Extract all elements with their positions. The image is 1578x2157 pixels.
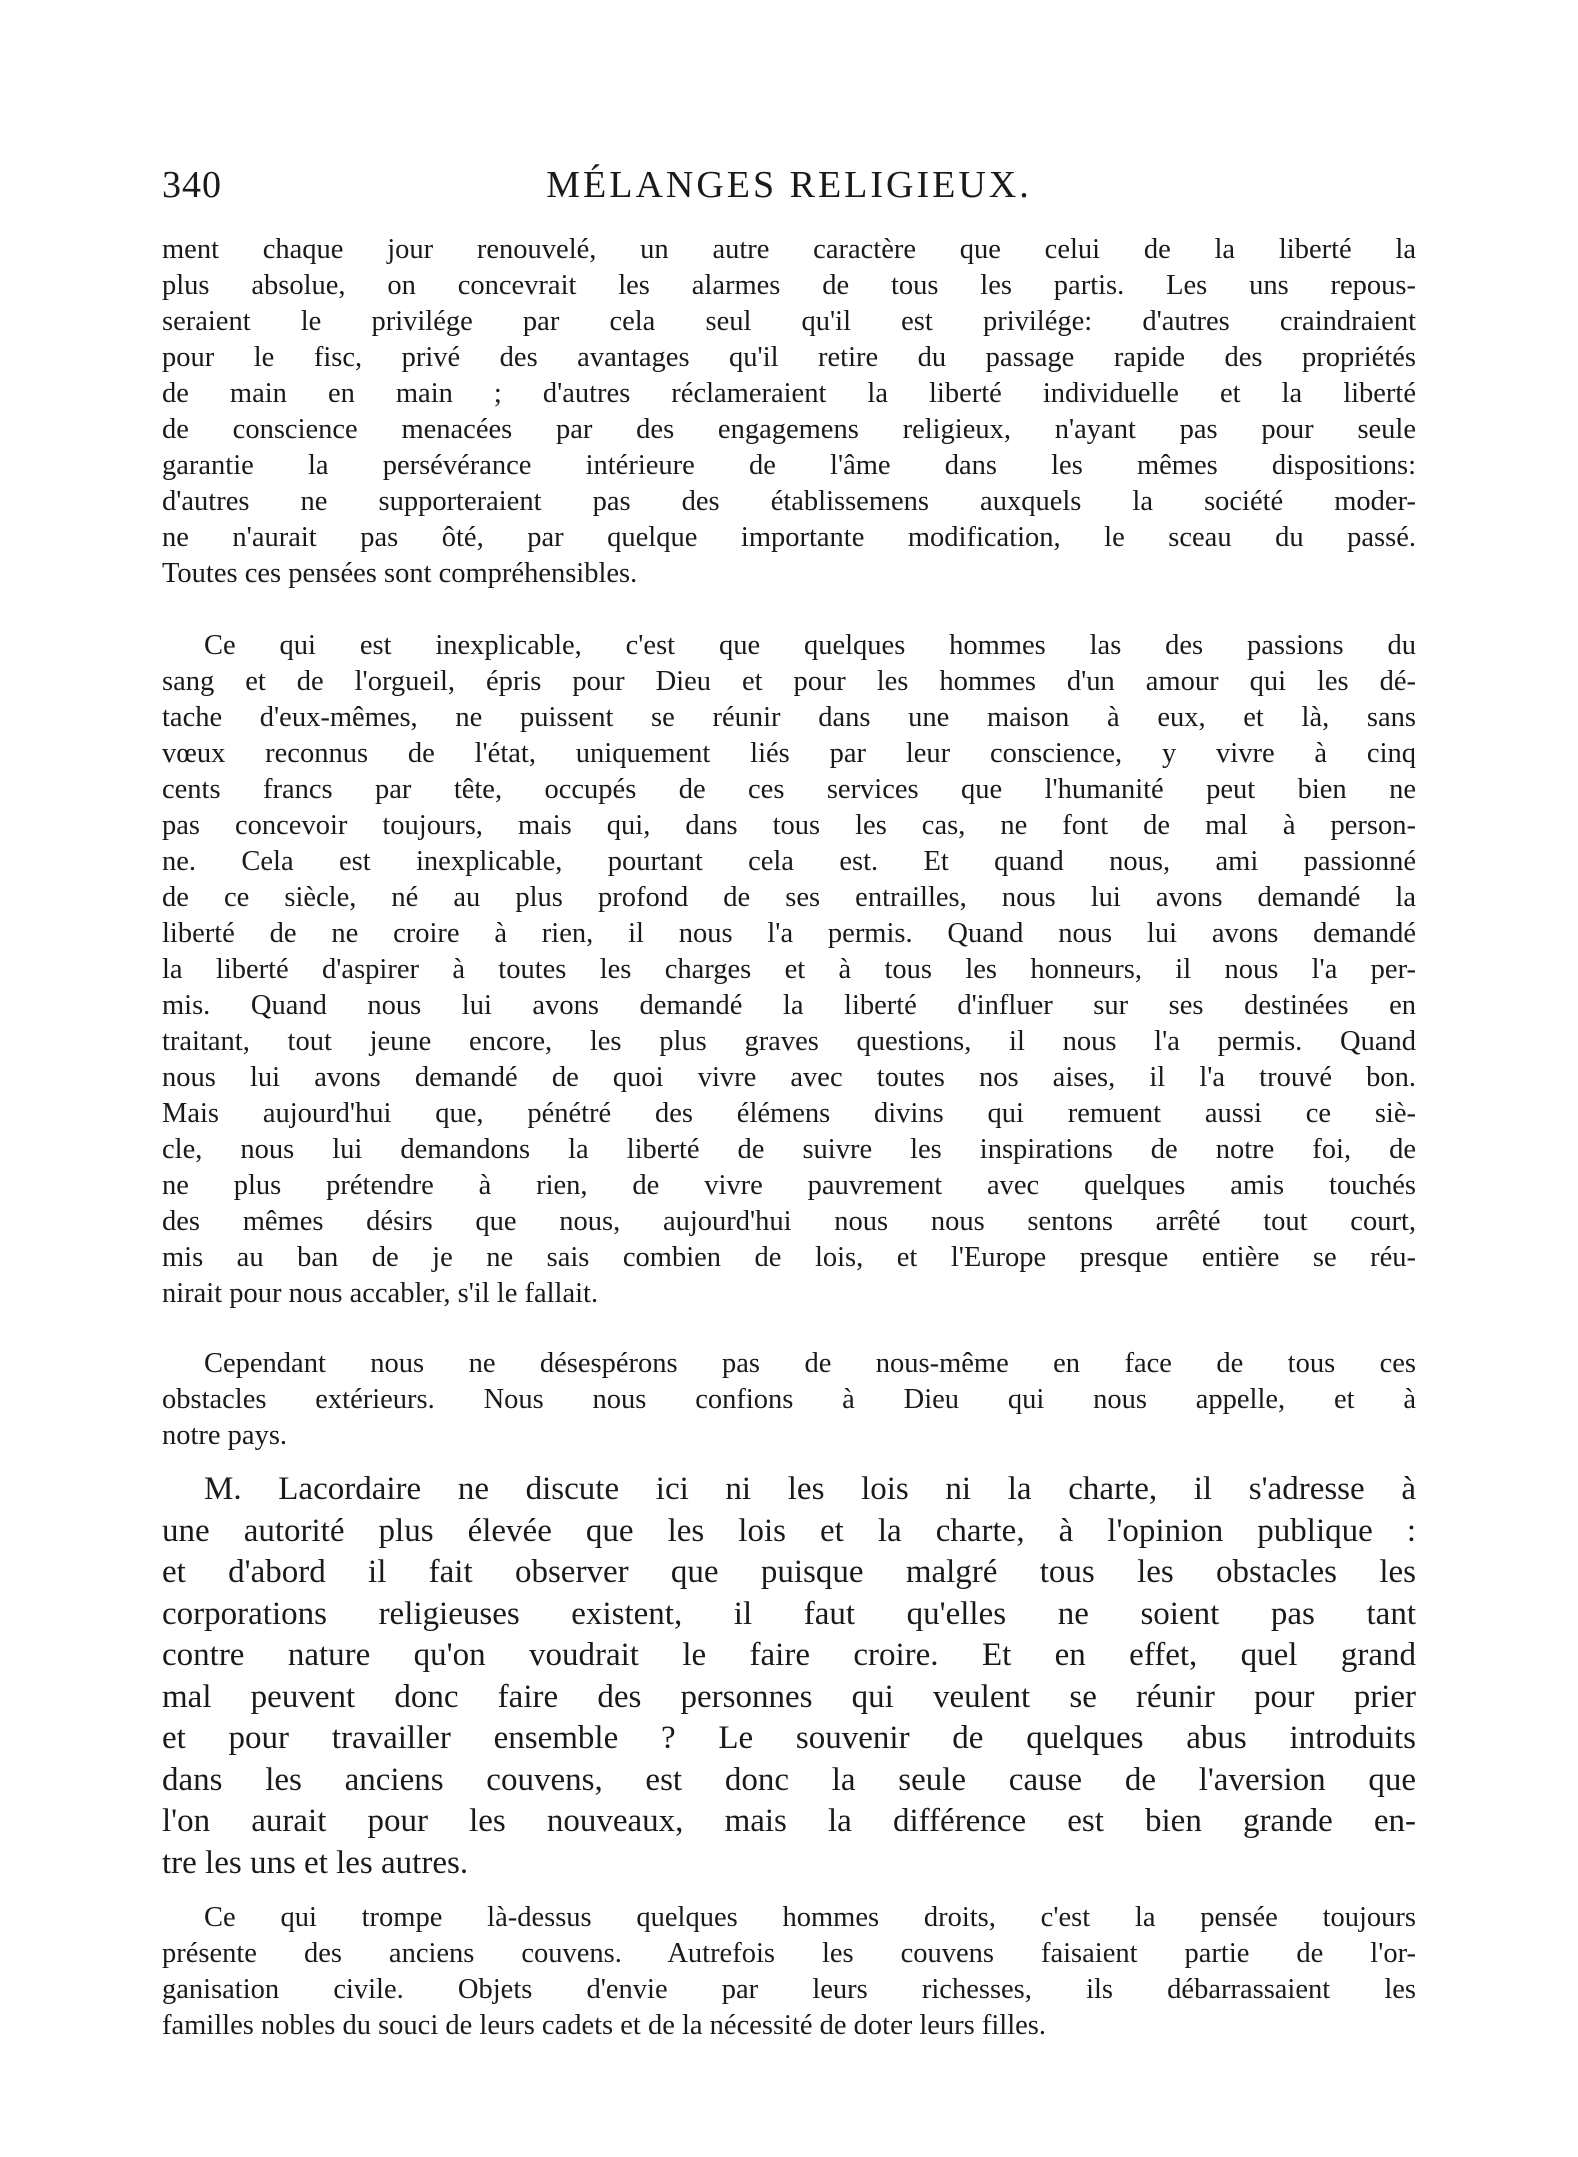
text-line: une autorité plus élevée que les lois et la charte, à l'opinion publique : bbox=[162, 1512, 1416, 1549]
text-line: nirait pour nous accabler, s'il le fallait. bbox=[162, 1278, 599, 1309]
text-line: notre pays. bbox=[162, 1420, 288, 1451]
text-line: cle, nous lui demandons la liberté de suivre les inspirations de notre foi, de bbox=[162, 1134, 1416, 1165]
page-number: 340 bbox=[162, 164, 222, 206]
text-line: des mêmes désirs que nous, aujourd'hui nous nous sentons arrêté tout court, bbox=[162, 1206, 1416, 1237]
text-line: l'on aurait pour les nouveaux, mais la différence est bien grande en- bbox=[162, 1803, 1416, 1839]
text-line: traitant, tout jeune encore, les plus graves questions, il nous l'a permis. Quand bbox=[162, 1026, 1416, 1057]
running-title: MÉLANGES RELIGIEUX. bbox=[546, 164, 1032, 206]
paragraph-4 bbox=[162, 1469, 1416, 1884]
text-line: mal peuvent donc faire des personnes qui veulent se réunir pour prier bbox=[162, 1678, 1416, 1715]
text-line: Ce qui est inexplicable, c'est que quelques hommes las des passions du bbox=[204, 630, 1416, 661]
text-line: ganisation civile. Objets d'envie par leurs richesses, ils débarrassaient les bbox=[162, 1974, 1416, 2005]
text-line: tre les uns et les autres. bbox=[162, 1844, 469, 1881]
text-line: Ce qui trompe là-dessus quelques hommes droits, c'est la pensée toujours bbox=[204, 1902, 1416, 1933]
text-line: ne. Cela est inexplicable, pourtant cela est. Et quand nous, ami passionné bbox=[162, 846, 1416, 877]
text-line: de conscience menacées par des engagemens religieux, n'ayant pas pour seule bbox=[162, 414, 1416, 445]
text-line: plus absolue, on concevrait les alarmes de tous les partis. Les uns repous- bbox=[162, 270, 1416, 301]
text-line: dans les anciens couvens, est donc la seule cause de l'aversion que bbox=[162, 1761, 1416, 1798]
paragraph-5 bbox=[162, 1900, 1416, 2044]
text-line: de main en main ; d'autres réclameraient la liberté individuelle et la liberté bbox=[162, 378, 1416, 409]
text-line: ne plus prétendre à rien, de vivre pauvrement avec quelques amis touchés bbox=[162, 1170, 1416, 1201]
text-line: et d'abord il fait observer que puisque malgré tous les obstacles les bbox=[162, 1554, 1416, 1590]
paragraph-1 bbox=[162, 232, 1416, 592]
text-line: corporations religieuses existent, il faut qu'elles ne soient pas tant bbox=[162, 1595, 1416, 1632]
text-line: M. Lacordaire ne discute ici ni les lois ni la charte, il s'adresse à bbox=[204, 1471, 1416, 1507]
text-line: liberté de ne croire à rien, il nous l'a permis. Quand nous lui avons demandé bbox=[162, 918, 1416, 949]
text-line: familles nobles du souci de leurs cadets et de la nécessité de doter leurs filles. bbox=[162, 2010, 1047, 2041]
text-line: présente des anciens couvens. Autrefois les couvens faisaient partie de l'or- bbox=[162, 1938, 1416, 1969]
paragraph-3 bbox=[162, 1346, 1416, 1454]
text-line: de ce siècle, né au plus profond de ses entrailles, nous lui avons demandé la bbox=[162, 882, 1416, 913]
text-line: garantie la persévérance intérieure de l'âme dans les mêmes dispositions: bbox=[162, 450, 1416, 481]
text-line: cents francs par tête, occupés de ces services que l'humanité peut bien ne bbox=[162, 774, 1416, 805]
text-line: la liberté d'aspirer à toutes les charges et à tous les honneurs, il nous l'a per- bbox=[162, 954, 1416, 985]
text-line: Mais aujourd'hui que, pénétré des élémens divins qui remuent aussi ce siè- bbox=[162, 1098, 1416, 1129]
text-line: nous lui avons demandé de quoi vivre avec toutes nos aises, il l'a trouvé bon. bbox=[162, 1062, 1416, 1093]
text-line: sang et de l'orgueil, épris pour Dieu et pour les hommes d'un amour qui les dé- bbox=[162, 666, 1416, 697]
text-line: vœux reconnus de l'état, uniquement liés par leur conscience, y vivre à cinq bbox=[162, 738, 1416, 769]
text-line: et pour travailler ensemble ? Le souvenir de quelques abus introduits bbox=[162, 1720, 1416, 1756]
text-line: ne n'aurait pas ôté, par quelque importante modification, le sceau du passé. bbox=[162, 522, 1416, 553]
text-line: mis. Quand nous lui avons demandé la liberté d'influer sur ses destinées en bbox=[162, 990, 1416, 1021]
text-line: Cependant nous ne désespérons pas de nous-même en face de tous ces bbox=[204, 1348, 1416, 1379]
running-head bbox=[162, 163, 1416, 223]
paragraph-2 bbox=[162, 628, 1416, 1312]
text-line: Toutes ces pensées sont compréhensibles. bbox=[162, 558, 638, 589]
text-line: pas concevoir toujours, mais qui, dans tous les cas, ne font de mal à person- bbox=[162, 810, 1416, 841]
text-line: mis au ban de je ne sais combien de lois, et l'Europe presque entière se réu- bbox=[162, 1242, 1416, 1273]
text-line: ment chaque jour renouvelé, un autre caractère que celui de la liberté la bbox=[162, 234, 1416, 265]
text-line: tache d'eux-mêmes, ne puissent se réunir dans une maison à eux, et là, sans bbox=[162, 702, 1416, 733]
text-line: contre nature qu'on voudrait le faire croire. Et en effet, quel grand bbox=[162, 1637, 1416, 1673]
text-line: d'autres ne supporteraient pas des établissemens auxquels la société moder- bbox=[162, 486, 1416, 517]
text-line: seraient le privilége par cela seul qu'il est privilége: d'autres craindraient bbox=[162, 306, 1416, 337]
text-line: obstacles extérieurs. Nous nous confions à Dieu qui nous appelle, et à bbox=[162, 1384, 1416, 1415]
text-line: pour le fisc, privé des avantages qu'il retire du passage rapide des propriétés bbox=[162, 342, 1416, 373]
